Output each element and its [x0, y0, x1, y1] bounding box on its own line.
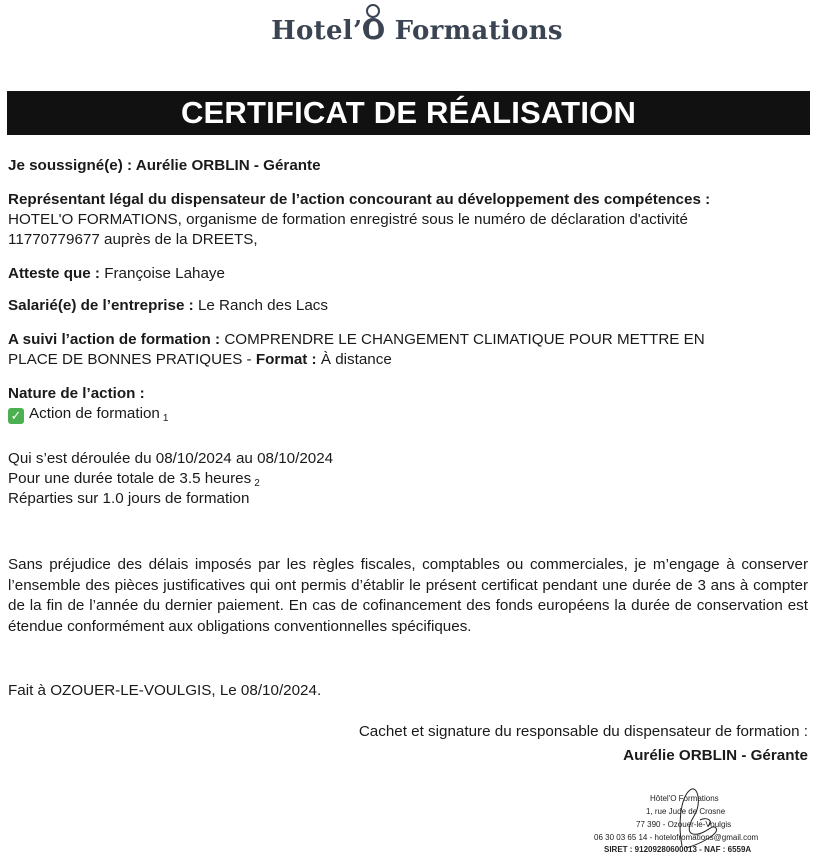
- company-logo: [0, 4, 834, 52]
- company-stamp: [590, 786, 790, 856]
- action-value-line2: PLACE DE BONNES PRATIQUES -: [8, 351, 252, 368]
- stamp-line-2: 1, rue Jude de Crosne: [646, 807, 726, 816]
- salarie-label: Salarié(e) de l’entreprise :: [8, 297, 194, 314]
- salarie-row: [8, 297, 328, 314]
- action-label: A suivi l’action de formation :: [8, 331, 221, 348]
- fait-line: Fait à OZOUER-LE-VOULGIS, Le 08/10/2024.: [8, 682, 322, 699]
- jours-line: Réparties sur 1.0 jours de formation: [8, 490, 250, 507]
- representant-label: Représentant légal du dispensateur de l’action concourant au développement des compétences :: [8, 191, 711, 208]
- format-value: À distance: [320, 351, 392, 368]
- atteste-value: Françoise Lahaye: [104, 265, 225, 282]
- atteste-label: Atteste que :: [8, 265, 100, 282]
- signer-name: Aurélie ORBLIN - Gérante: [623, 747, 808, 764]
- nature-value: Action de formation: [29, 405, 160, 422]
- stamp-line-4: 06 30 03 65 14 - hotelofromations@gmail.com: [594, 833, 759, 842]
- nature-footnote: 1: [162, 413, 169, 424]
- action-row-2: [8, 351, 392, 368]
- legal-paragraph: Sans préjudice des délais imposés par les règles fiscales, comptables ou commerciales, je m’engage à conserver l’ensemble des pièces justificatives qui ont permis d’établir le présent certificat pendant une durée de 3 ans à compter de la fin de l’année du dernier paiement. En cas de cofinancement des fonds européens la durée de conservation est étendue conformément aux obligations conventionnelles spécifiques.: [8, 556, 808, 635]
- logo-text: Hotel’O Formations: [271, 16, 563, 46]
- stamp-line-3: 77 390 - Ozouer-le-Voulgis: [636, 820, 732, 829]
- soussigne-row: [8, 157, 321, 174]
- format-label: Format :: [255, 351, 317, 368]
- nature-row: [8, 405, 168, 424]
- checkmark-icon: ✓: [8, 408, 24, 424]
- atteste-row: [8, 265, 225, 282]
- action-value-line1: COMPRENDRE LE CHANGEMENT CLIMATIQUE POUR METTRE EN: [224, 331, 705, 348]
- representant-line2: 11770779677 auprès de la DREETS,: [8, 231, 258, 248]
- soussigne-label: Je soussigné(e) :: [8, 157, 133, 174]
- representant-line1: HOTEL'O FORMATIONS, organisme de formation enregistré sous le numéro de déclaration d'activité: [8, 211, 688, 228]
- stamp-line-1: Hôtel'O Formations: [650, 794, 719, 803]
- dates-line: Qui s’est déroulée du 08/10/2024 au 08/10/2024: [8, 450, 334, 467]
- soussigne-value: Aurélie ORBLIN - Gérante: [135, 157, 321, 174]
- nature-label: Nature de l’action :: [8, 385, 145, 402]
- duree-footnote: 2: [254, 478, 260, 489]
- action-row: [8, 331, 705, 348]
- document-title: CERTIFICAT DE RÉALISATION: [7, 91, 810, 135]
- salarie-value: Le Ranch des Lacs: [197, 297, 328, 314]
- duree-row: [8, 470, 260, 489]
- duree-line: Pour une durée totale de 3.5 heures: [8, 470, 252, 487]
- cachet-label: Cachet et signature du responsable du dispensateur de formation :: [358, 723, 808, 740]
- stamp-line-5: SIRET : 91209280600013 - NAF : 6559A: [604, 845, 752, 854]
